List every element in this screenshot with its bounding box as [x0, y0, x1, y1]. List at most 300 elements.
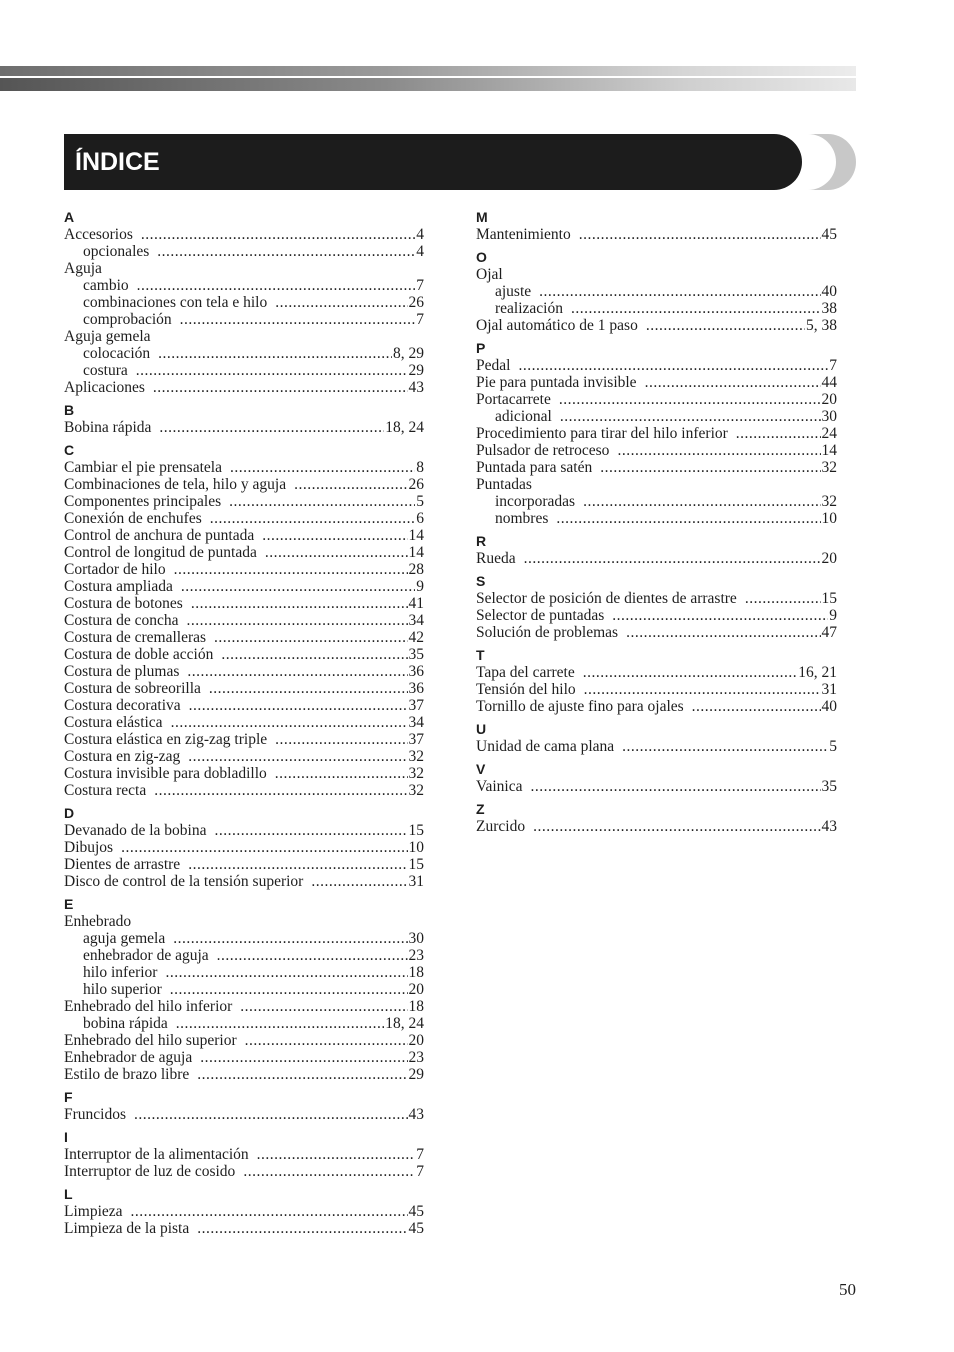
entry-page: 20 [821, 550, 837, 567]
entry-label: Costura ampliada [64, 578, 173, 595]
page-title: ÍNDICE [75, 148, 160, 176]
dot-leader [229, 493, 415, 510]
entry-label: Control de longitud de puntada [64, 544, 257, 561]
entry-page: 32 [408, 765, 424, 782]
dot-leader [180, 311, 416, 328]
entry-page: 18 [408, 964, 424, 981]
index-letter: A [64, 209, 75, 225]
index-entry [476, 357, 837, 374]
index-entry [64, 544, 424, 561]
index-entry [476, 226, 837, 243]
entry-label: Tensión del hilo [476, 681, 576, 698]
index-entry [476, 550, 837, 567]
dot-leader [646, 317, 805, 334]
entry-page: 26 [408, 294, 424, 311]
entry-label: Cambiar el pie prensatela [64, 459, 222, 476]
entry-page: 32 [821, 459, 837, 476]
dot-leader [612, 607, 828, 624]
index-letter: E [64, 896, 74, 912]
entry-label: incorporadas [495, 493, 576, 510]
index-subentry [476, 408, 837, 425]
dot-leader [518, 357, 828, 374]
dot-leader [197, 1066, 407, 1083]
entry-label: Procedimiento para tirar del hilo inferior [476, 425, 728, 442]
dot-leader [157, 243, 415, 260]
entry-page: 20 [821, 391, 837, 408]
entry-page: 26 [408, 476, 424, 493]
dot-leader [134, 1106, 408, 1123]
entry-label: Tornillo de ajuste fino para ojales [476, 698, 684, 715]
dot-leader [158, 345, 392, 362]
index-letter: O [476, 249, 487, 265]
entry-label: Combinaciones de tela, hilo y aguja [64, 476, 287, 493]
entry-label: Costura de concha [64, 612, 179, 629]
index-entry [64, 680, 424, 697]
entry-label: Devanado de la bobina [64, 822, 207, 839]
dot-leader [584, 681, 821, 698]
entry-label: Conexión de enchufes [64, 510, 202, 527]
dot-leader [262, 527, 407, 544]
index-entry [64, 1203, 424, 1220]
dot-leader [230, 459, 415, 476]
dot-leader [539, 283, 820, 300]
dot-leader [600, 459, 820, 476]
index-group [64, 402, 424, 436]
entry-page: 7 [416, 1146, 424, 1163]
entry-page: 40 [821, 283, 837, 300]
entry-page: 37 [408, 697, 424, 714]
dot-leader [626, 624, 820, 641]
index-entry [476, 317, 837, 334]
entry-label: Costura de sobreorilla [64, 680, 201, 697]
index-group [476, 647, 837, 715]
entry-label: Enhebrado del hilo superior [64, 1032, 237, 1049]
dot-leader [579, 226, 821, 243]
index-entry [64, 459, 424, 476]
index-entry [64, 765, 424, 782]
index-entry [476, 778, 837, 795]
entry-label: Costura en zig-zag [64, 748, 181, 765]
dot-leader [221, 646, 407, 663]
entry-page: 18, 24 [385, 1015, 424, 1032]
entry-label: Interruptor de la alimentación [64, 1146, 249, 1163]
entry-page: 9 [416, 578, 424, 595]
index-entry [64, 493, 424, 510]
dot-leader [530, 778, 820, 795]
index-group [64, 1186, 424, 1237]
dot-leader [571, 300, 821, 317]
index-entry [64, 527, 424, 544]
index-entry [476, 266, 837, 283]
entry-page: 43 [408, 1106, 424, 1123]
dot-leader [210, 510, 416, 527]
entry-page: 31 [408, 873, 424, 890]
index-entry [64, 714, 424, 731]
dot-leader [187, 663, 407, 680]
dot-leader [189, 697, 408, 714]
index-letter: T [476, 647, 485, 663]
entry-label: Bobina rápida [64, 419, 152, 436]
index-entry [64, 697, 424, 714]
header-stripe [0, 66, 856, 91]
entry-page: 45 [408, 1203, 424, 1220]
entry-label: hilo inferior [83, 964, 158, 981]
dot-leader [583, 493, 820, 510]
index-subentry [476, 493, 837, 510]
entry-page: 34 [408, 714, 424, 731]
dot-leader [200, 1049, 407, 1066]
entry-page: 9 [829, 607, 837, 624]
index-letter: F [64, 1089, 73, 1105]
entry-page: 4 [416, 226, 424, 243]
index-letter: S [476, 573, 486, 589]
index-group [476, 721, 837, 755]
index-entry [476, 607, 837, 624]
entry-page: 28 [408, 561, 424, 578]
index-entry [476, 442, 837, 459]
entry-page: 45 [408, 1220, 424, 1237]
entry-label: Ojal automático de 1 paso [476, 317, 638, 334]
dot-leader [736, 425, 821, 442]
index-group [64, 805, 424, 890]
dot-leader [214, 629, 407, 646]
index-entry [64, 612, 424, 629]
index-column-left [64, 209, 424, 1237]
index-entry [476, 664, 837, 681]
index-letter: I [64, 1129, 68, 1145]
dot-leader [214, 822, 407, 839]
entry-page: 20 [408, 1032, 424, 1049]
index-entry [476, 624, 837, 641]
entry-label: Accesorios [64, 226, 133, 243]
dot-leader [165, 964, 407, 981]
entry-page: 36 [408, 680, 424, 697]
entry-page: 10 [821, 510, 837, 527]
entry-label: Rueda [476, 550, 516, 567]
entry-page: 18, 24 [385, 419, 424, 436]
entry-label: Enhebrado del hilo inferior [64, 998, 233, 1015]
index-entry [64, 873, 424, 890]
entry-page: 8, 29 [393, 345, 424, 362]
entry-label: Costura de doble acción [64, 646, 214, 663]
entry-page: 7 [416, 1163, 424, 1180]
entry-label: realización [495, 300, 563, 317]
entry-page: 20 [408, 981, 424, 998]
index-group [64, 442, 424, 799]
index-entry [64, 998, 424, 1015]
dot-leader [311, 873, 407, 890]
index-letter: D [64, 805, 75, 821]
entry-page: 7 [829, 357, 837, 374]
entry-page: 5 [829, 738, 837, 755]
dot-leader [275, 731, 407, 748]
entry-label: Ojal [476, 266, 503, 283]
index-entry [64, 1163, 424, 1180]
entry-page: 24 [821, 425, 837, 442]
entry-label: Puntadas [476, 476, 532, 493]
index-subentry [64, 1015, 424, 1032]
index-entry [64, 419, 424, 436]
entry-label: Disco de control de la tensión superior [64, 873, 304, 890]
entry-label: Unidad de cama plana [476, 738, 615, 755]
entry-label: Dientes de arrastre [64, 856, 181, 873]
entry-page: 37 [408, 731, 424, 748]
index-entry [476, 374, 837, 391]
entry-label: Enhebrador de aguja [64, 1049, 193, 1066]
dot-leader [240, 998, 407, 1015]
index-group [64, 896, 424, 1083]
entry-page: 43 [821, 818, 837, 835]
title-bar [64, 134, 856, 190]
entry-page: 6 [416, 510, 424, 527]
index-entry [64, 1146, 424, 1163]
entry-page: 35 [821, 778, 837, 795]
index-entry [64, 748, 424, 765]
index-subentry [476, 300, 837, 317]
entry-label: nombres [495, 510, 549, 527]
index-letter: M [476, 209, 488, 225]
entry-label: Interruptor de luz de cosido [64, 1163, 236, 1180]
dot-leader [154, 782, 407, 799]
dot-leader [131, 1203, 408, 1220]
dot-leader [622, 738, 828, 755]
dot-leader [159, 419, 384, 436]
dot-leader [188, 748, 407, 765]
dot-leader [121, 839, 407, 856]
index-entry [476, 681, 837, 698]
dot-leader [257, 1146, 416, 1163]
entry-label: Mantenimiento [476, 226, 571, 243]
dot-leader [556, 510, 820, 527]
entry-label: costura [83, 362, 128, 379]
entry-page: 35 [408, 646, 424, 663]
index-entry [64, 578, 424, 595]
entry-page: 7 [416, 277, 424, 294]
dot-leader [524, 550, 821, 567]
index-subentry [476, 510, 837, 527]
dot-leader [243, 1163, 415, 1180]
entry-page: 31 [821, 681, 837, 698]
index-entry [64, 856, 424, 873]
index-group [476, 340, 837, 527]
index-entry [64, 731, 424, 748]
entry-label: Solución de problemas [476, 624, 619, 641]
dot-leader [187, 612, 408, 629]
entry-label: Costura de botones [64, 595, 183, 612]
dot-leader [181, 578, 415, 595]
dot-leader [176, 1015, 384, 1032]
entry-page: 4 [416, 243, 424, 260]
index-subentry [64, 930, 424, 947]
index-entry [64, 1106, 424, 1123]
entry-label: opcionales [83, 243, 150, 260]
index-entry [64, 913, 424, 930]
page-number: 50 [839, 1280, 856, 1299]
entry-label: Pulsador de retroceso [476, 442, 610, 459]
entry-label: ajuste [495, 283, 532, 300]
dot-leader [265, 544, 408, 561]
entry-page: 45 [821, 226, 837, 243]
entry-page: 18 [408, 998, 424, 1015]
entry-label: Selector de posición de dientes de arrastre [476, 590, 737, 607]
index-subentry [64, 947, 424, 964]
index-entry [64, 476, 424, 493]
entry-label: Portacarrete [476, 391, 551, 408]
index-entry [476, 818, 837, 835]
index-letter: B [64, 402, 75, 418]
index-subentry [64, 964, 424, 981]
index-subentry [476, 283, 837, 300]
entry-label: Dibujos [64, 839, 114, 856]
entry-page: 41 [408, 595, 424, 612]
entry-label: Costura elástica [64, 714, 163, 731]
index-entry [476, 391, 837, 408]
dot-leader [153, 379, 408, 396]
entry-label: Pedal [476, 357, 511, 374]
dot-leader [197, 1220, 407, 1237]
dot-leader [560, 408, 821, 425]
entry-label: adicional [495, 408, 552, 425]
entry-page: 15 [408, 856, 424, 873]
entry-label: colocación [83, 345, 151, 362]
entry-page: 8 [416, 459, 424, 476]
entry-label: comprobación [83, 311, 172, 328]
index-letter: U [476, 721, 487, 737]
index-entry [64, 379, 424, 396]
entry-page: 32 [408, 782, 424, 799]
entry-page: 16, 21 [798, 664, 837, 681]
entry-page: 29 [408, 1066, 424, 1083]
index-entry [64, 226, 424, 243]
index-group [476, 801, 837, 835]
dot-leader [191, 595, 408, 612]
dot-leader [137, 277, 416, 294]
index-subentry [64, 981, 424, 998]
dot-leader [188, 856, 407, 873]
index-entry [64, 260, 424, 277]
entry-label: Estilo de brazo libre [64, 1066, 190, 1083]
index-group [476, 573, 837, 641]
entry-page: 14 [408, 544, 424, 561]
index-entry [64, 839, 424, 856]
entry-label: aguja gemela [83, 930, 166, 947]
dot-leader [692, 698, 821, 715]
entry-page: 42 [408, 629, 424, 646]
index-entry [476, 459, 837, 476]
entry-label: combinaciones con tela e hilo [83, 294, 268, 311]
index-letter: V [476, 761, 486, 777]
index-subentry [64, 277, 424, 294]
dot-leader [173, 930, 407, 947]
entry-page: 23 [408, 947, 424, 964]
entry-label: Control de anchura de puntada [64, 527, 255, 544]
entry-label: hilo superior [83, 981, 162, 998]
index-letter: R [476, 533, 487, 549]
entry-page: 10 [408, 839, 424, 856]
index-entry [64, 629, 424, 646]
dot-leader [209, 680, 408, 697]
index-group [64, 1089, 424, 1123]
entry-page: 23 [408, 1049, 424, 1066]
index-group [476, 209, 837, 243]
index-group [476, 533, 837, 567]
index-subentry [64, 294, 424, 311]
entry-page: 47 [821, 624, 837, 641]
entry-page: 5 [416, 493, 424, 510]
dot-leader [294, 476, 407, 493]
index-entry [476, 590, 837, 607]
entry-label: Costura elástica en zig-zag triple [64, 731, 268, 748]
entry-label: Puntada para satén [476, 459, 593, 476]
entry-page: 14 [821, 442, 837, 459]
entry-label: Selector de puntadas [476, 607, 605, 624]
entry-label: Zurcido [476, 818, 526, 835]
dot-leader [136, 362, 408, 379]
entry-label: Limpieza de la pista [64, 1220, 190, 1237]
index-group [64, 209, 424, 396]
entry-page: 36 [408, 663, 424, 680]
entry-label: Vainica [476, 778, 523, 795]
entry-label: Aguja [64, 260, 102, 277]
index-entry [476, 698, 837, 715]
index-entry [64, 646, 424, 663]
entry-page: 44 [821, 374, 837, 391]
dot-leader [170, 981, 408, 998]
entry-label: Fruncidos [64, 1106, 126, 1123]
dot-leader [583, 664, 798, 681]
dot-leader [533, 818, 820, 835]
entry-label: Costura invisible para dobladillo [64, 765, 267, 782]
index-entry [64, 782, 424, 799]
entry-page: 5, 38 [806, 317, 837, 334]
dot-leader [559, 391, 821, 408]
index-entry [64, 1049, 424, 1066]
index-letter: Z [476, 801, 485, 817]
dot-leader [141, 226, 415, 243]
entry-page: 15 [821, 590, 837, 607]
entry-label: enhebrador de aguja [83, 947, 209, 964]
entry-page: 30 [408, 930, 424, 947]
index-entry [64, 328, 424, 345]
entry-label: Limpieza [64, 1203, 123, 1220]
entry-page: 15 [408, 822, 424, 839]
index-group [476, 249, 837, 334]
entry-page: 32 [821, 493, 837, 510]
entry-label: Pie para puntada invisible [476, 374, 637, 391]
index-entry [64, 663, 424, 680]
index-letter: P [476, 340, 486, 356]
index-entry [64, 822, 424, 839]
index-entry [64, 510, 424, 527]
dot-leader [617, 442, 820, 459]
index-entry [476, 476, 837, 493]
entry-page: 40 [821, 698, 837, 715]
index-subentry [64, 362, 424, 379]
index-entry [64, 1066, 424, 1083]
dot-leader [171, 714, 408, 731]
index-group [476, 761, 837, 795]
index-entry [64, 595, 424, 612]
entry-label: Cortador de hilo [64, 561, 166, 578]
dot-leader [245, 1032, 408, 1049]
entry-label: Aplicaciones [64, 379, 145, 396]
entry-page: 43 [408, 379, 424, 396]
dot-leader [645, 374, 821, 391]
index-entry [64, 561, 424, 578]
entry-page: 29 [408, 362, 424, 379]
dot-leader [275, 765, 408, 782]
dot-leader [275, 294, 407, 311]
